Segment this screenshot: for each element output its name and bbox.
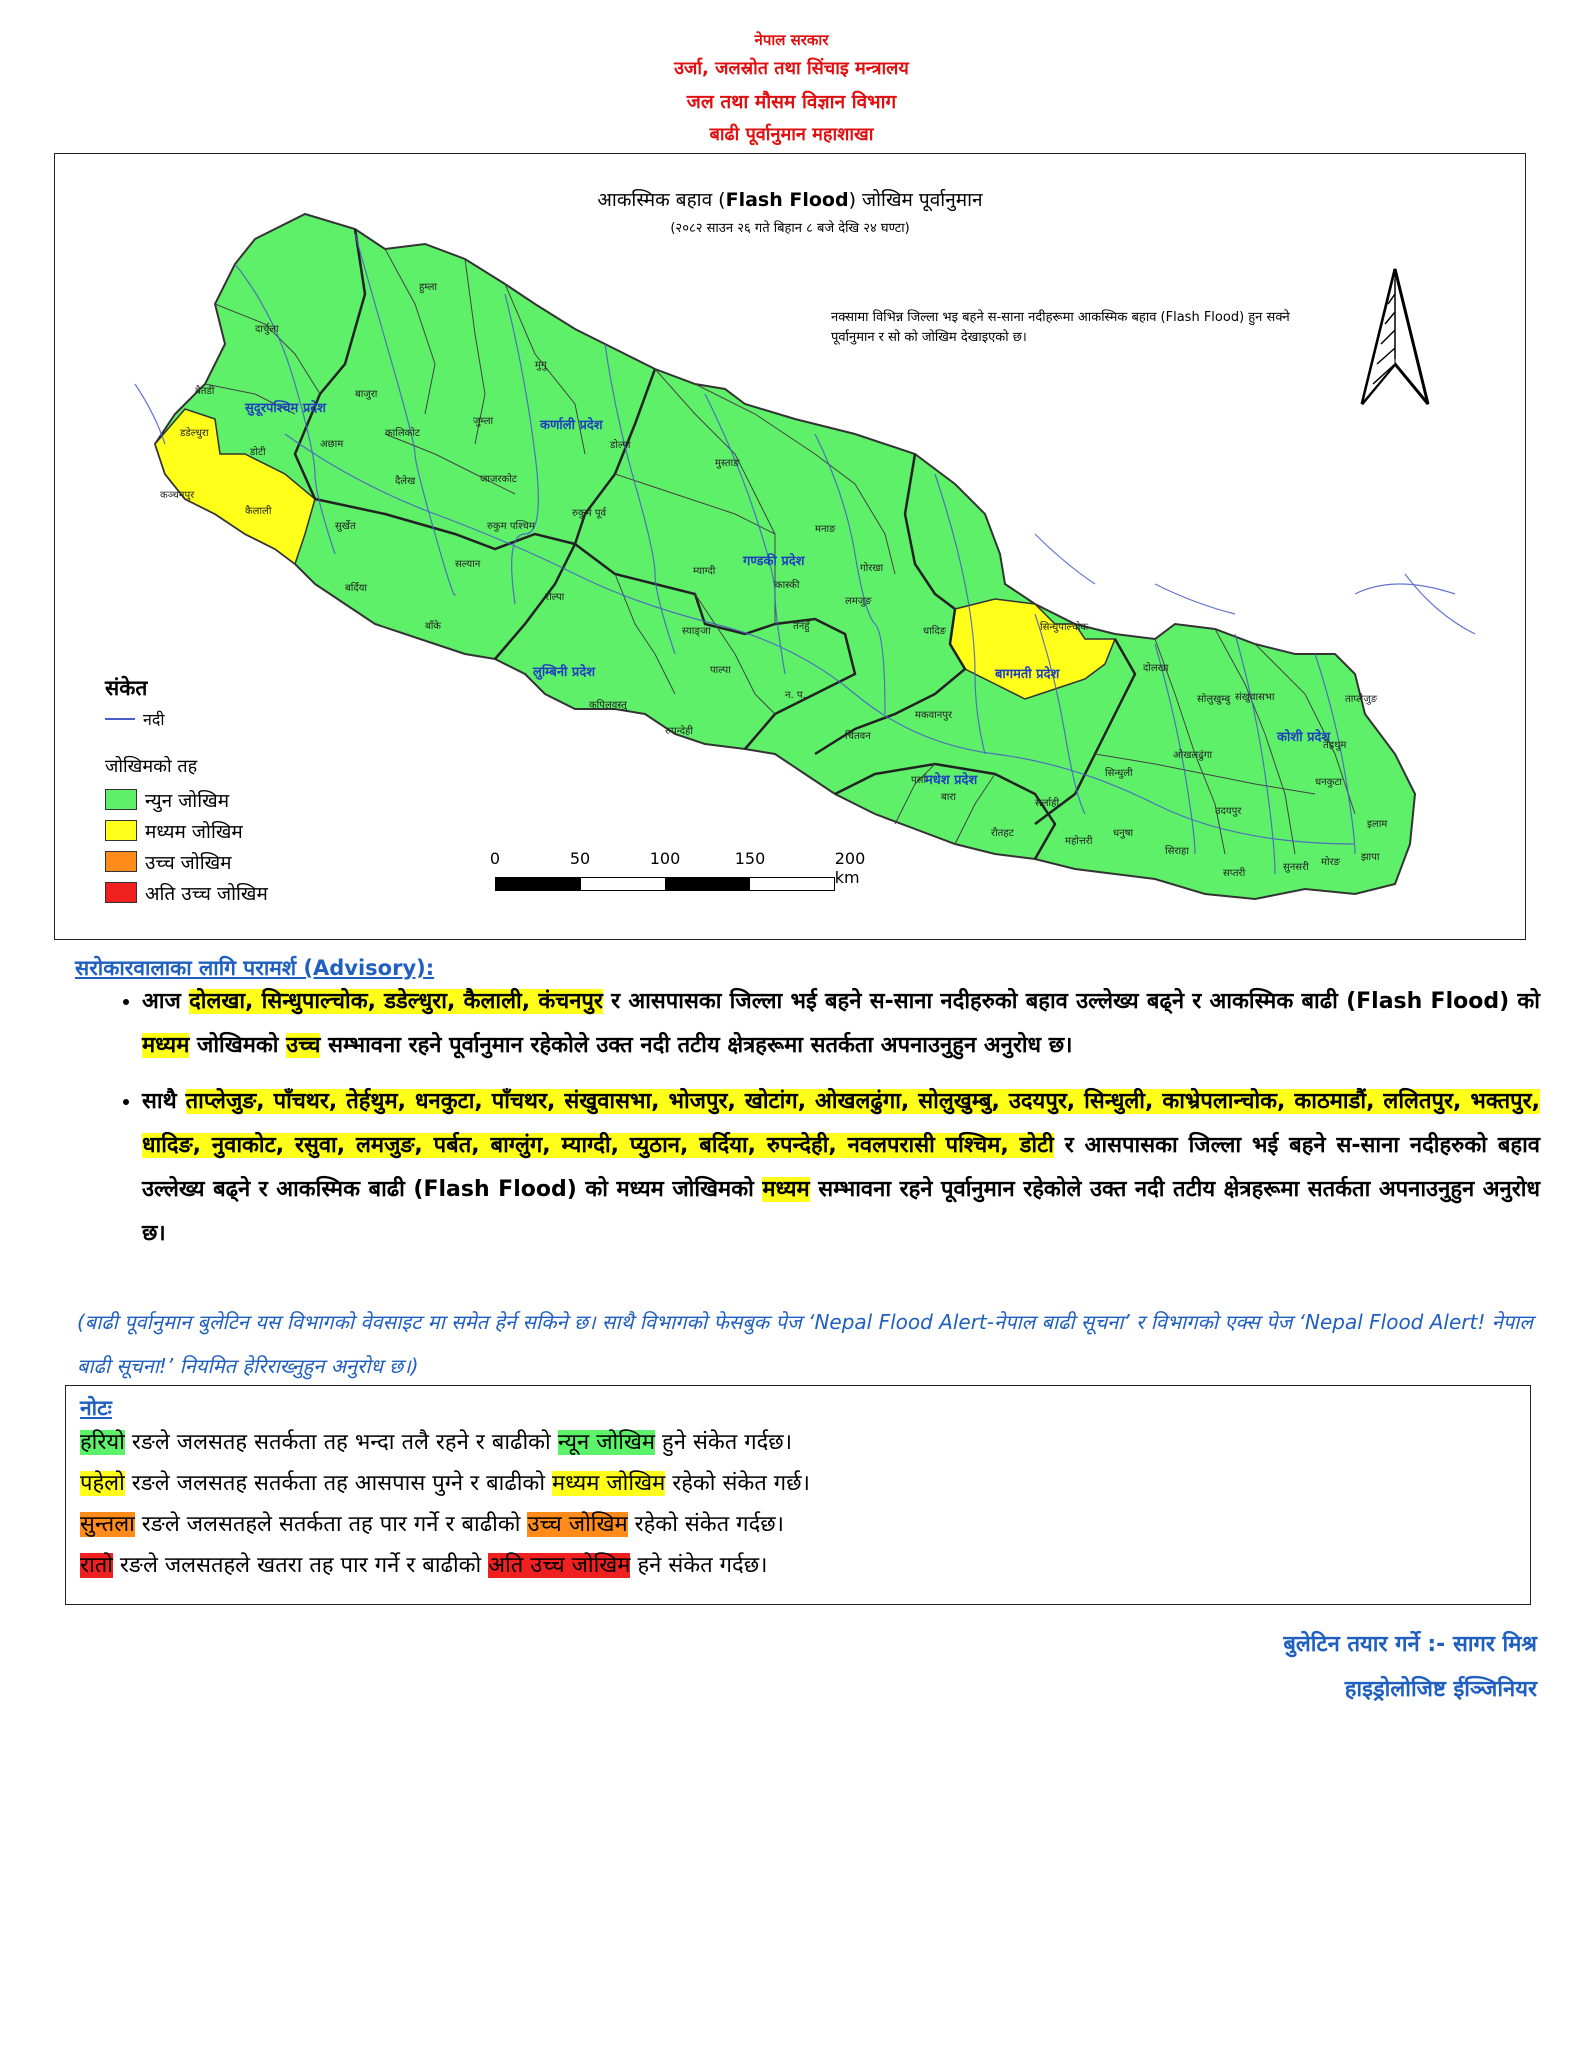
scale-bar-graphic [495,877,835,891]
district-label: हुम्ला [419,282,437,293]
district-label: रुकुम पूर्व [572,508,607,519]
scale-tick: 200 km [834,849,866,887]
district-label: चितवन [845,731,871,742]
district-label: मोरङ [1321,857,1341,868]
district-label: तेह्रथुम [1323,740,1347,751]
district-label: रौतहट [991,828,1014,839]
legend-item-low: न्युन जोखिम [105,784,268,815]
district-label: धनकुटा [1315,777,1343,788]
district-label: सोलुखुम्बु [1197,694,1231,705]
district-label: सिन्धुली [1105,768,1133,779]
district-label: रोल्पा [545,592,565,603]
province-label-lumbini: लुम्बिनी प्रदेश [533,665,596,680]
district-label: मकवानपुर [915,710,953,721]
header-line-gov: नेपाल सरकार [754,31,829,49]
map-subtitle: (२०८२ साउन २६ गते बिहान ८ बजे देखि २४ घण्टा) [670,221,910,236]
swatch-low [105,789,137,810]
legend-item-very-high: अति उच्च जोखिम [105,877,268,908]
district-label: मनाङ [815,524,836,535]
district-label: लमजुङ [845,596,872,607]
swatch-very-high [105,882,137,903]
district-label: सिराहा [1165,846,1189,857]
note-line-orange: सुन्तला रङले जलसतहले सतर्कता तह पार गर्ने र बाढीको उच्च जोखिम रहेको संकेत गर्दछ। [80,1512,785,1537]
district-label: म्याग्दी [693,566,716,577]
note-line-yellow: पहेलो रङले जलसतह सतर्कता तह आसपास पुग्ने र बाढीको मध्यम जोखिम रहेको संकेत गर्छ। [80,1471,810,1496]
district-label: पाल्पा [710,665,731,676]
map-legend [105,674,268,908]
district-label: कञ्चनपुर [160,490,195,501]
scale-tick: 100 [649,849,681,868]
advisory-bullet-1: • आज दोलखा, सिन्धुपाल्चोक, डडेल्धुरा, कैलाली, कंचनपुर र आसपासका जिल्ला भई बहने स-साना नदीहरुको बहाव उल्लेख्य बढ्ने र आकस्मिक बाढी (Flash Flood) को मध्यम जोखिमको उच्च सम्भावना रहने पूर्वानुमान रहेकोले उक्त नदी तटीय क्षेत्रहरूमा सतर्कता अपनाउनुहुन अनुरोध छ। [142,980,1540,1068]
district-label: सल्यान [455,559,481,570]
map-description: नक्सामा विभिन्न जिल्ला भइ बहने स-साना नदीहरूमा आकस्मिक बहाव (Flash Flood) हुन सक्ने पूर्वानुमान र सो को जोखिम देखाइएको छ। [831,310,1290,345]
district-label: मुस्ताङ [715,458,740,469]
note-title: नोटः [80,1396,112,1420]
district-label: पर्सा [911,775,927,786]
advisory-bullet-2: • साथै ताप्लेजुङ, पाँचथर, तेर्हथुम, धनकुटा, पाँचथर, संखुवासभा, भोजपुर, खोटांग, ओखलढुंगा, सोलुखुम्बु, उदयपुर, सिन्धुली, काभ्रेपलान्चोक, काठमाडौं, ललितपुर, भक्तपुर, धादिङ, नुवाकोट, रसुवा, लमजुङ, पर्बत, बाग्लुंग, म्याग्दी, प्युठान, बर्दिया, रुपन्देही, नवलपरासी पश्चिम, डोटी र आसपासका जिल्ला भई बहने स-साना नदीहरुको बहाव उल्लेख्य बढ्ने र आकस्मिक बाढी (Flash Flood) को मध्यम जोखिमको मध्यम सम्भावना रहने पूर्वानुमान रहेकोले उक्त नदी तटीय क्षेत्रहरूमा सतर्कता अपनाउनुहुन अनुरोध छ। [142,1080,1540,1256]
advisory-heading: सरोकारवालाका लागि परामर्श (Advisory): [75,956,435,980]
district-label: संखुवासभा [1235,692,1275,703]
header-line-ministry: उर्जा, जलस्रोत तथा सिंचाइ मन्त्रालय [674,58,909,79]
district-label: बाँके [425,621,441,632]
district-label: सुर्खेत [335,521,356,532]
district-label: बाजुरा [355,389,378,400]
map-frame [54,153,1526,940]
district-label: कास्की [775,580,800,591]
district-label: बर्दिया [345,583,367,594]
district-label: स्याङ्जा [682,626,711,637]
scale-tick: 0 [489,849,501,868]
district-label: जाजरकोट [480,474,517,485]
province-label-gandaki: गण्डकी प्रदेश [743,554,805,569]
district-label: सिन्धुपाल्चोक [1040,622,1089,633]
header-line-division: बाढी पूर्वानुमान महाशाखा [709,124,874,145]
district-label: कैलाली [245,506,272,517]
district-label: धादिङ [923,626,947,637]
province-label-koshi: कोशी प्रदेश [1277,730,1331,745]
advisory-list [110,980,1540,1256]
district-label: उदयपुर [1215,806,1242,817]
district-label: अछाम [320,439,344,450]
header-line-department: जल तथा मौसम विज्ञान विभाग [686,91,897,113]
district-label: दैलेख [395,476,416,487]
color-note-box [65,1385,1531,1605]
swatch-medium [105,820,137,841]
district-label: इलाम [1367,819,1388,830]
district-label: कालिकोट [385,428,420,439]
legend-title: संकेत [105,676,148,700]
district-label: दार्चुला [255,324,279,335]
province-label-madhesh: मधेश प्रदेश [925,773,978,788]
district-label: ताप्लेजुङ [1345,694,1378,705]
district-label: रुकुम पश्चिम [487,521,535,532]
scale-tick: 150 [734,849,766,868]
note-line-red: रातो रङले जलसतहले खतरा तह पार गर्ने र बाढीको अति उच्च जोखिम हने संकेत गर्दछ। [80,1553,768,1578]
district-label: कपिलवस्तु [589,700,627,711]
district-label: सुनसरी [1283,862,1309,873]
legend-level-title: जोखिमको तह [105,756,198,777]
district-label: सप्तरी [1223,868,1246,879]
district-label: तनहुँ [793,621,810,632]
north-arrow-icon [1362,269,1428,404]
district-label: ओखलढुंगा [1173,750,1213,761]
district-label: दोलखा [1143,663,1169,674]
district-label: जुम्ला [473,416,494,427]
scale-bar [489,849,866,891]
bulletin-note: (बाढी पूर्वानुमान बुलेटिन यस विभागको वेवसाइट मा समेत हेर्न सकिने छ। साथै विभागको फेसबुक पेज ‘Nepal Flood Alert-नेपाल बाढी सूचना’ र विभागको एक्स पेज ‘Nepal Flood Alert! नेपाल बाढी सूचना!’ नियमित हेरिराख्नुहुन अनुरोध छ।) [77,1310,1533,1378]
district-label: मुगु [535,360,547,371]
prepared-by-title: हाइड्रोलोजिष्ट ईञ्जिनियर [1344,1677,1537,1702]
district-label: न. प. [785,690,806,701]
nepal-map [55,154,1527,941]
district-label: झापा [1361,852,1380,863]
province-label-sudurpaschim: सुदूरपश्चिम प्रदेश [245,401,326,416]
district-label: रुपन्देही [665,726,693,737]
scale-tick: 50 [569,849,591,868]
district-label: धनुषा [1113,828,1134,839]
legend-item-medium: मध्यम जोखिम [105,815,268,846]
province-label-karnali: कर्णाली प्रदेश [540,418,603,433]
district-label: डोटी [250,447,266,458]
province-label-bagmati: बागमती प्रदेश [995,667,1060,682]
note-line-green: हरियो रङले जलसतह सतर्कता तह भन्दा तलै रहने र बाढीको न्यून जोखिम हुने संकेत गर्दछ। [80,1430,793,1455]
district-label: बारा [941,792,956,803]
district-label: डोल्पा [610,440,631,451]
legend-river: नदी [105,708,268,730]
legend-item-high: उच्च जोखिम [105,846,268,877]
river-line-icon [105,718,135,720]
district-label: महोत्तरी [1065,836,1093,847]
map-title: आकस्मिक बहाव (Flash Flood) जोखिम पूर्वानुमान [597,189,983,211]
district-label: सर्लाही [1035,798,1060,809]
district-label: गोरखा [860,563,884,574]
district-label: डडेल्धुरा [180,428,209,439]
district-label: बैतडी [195,386,215,397]
prepared-by: बुलेटिन तयार गर्ने :- सागर मिश्र [1283,1632,1537,1657]
swatch-high [105,851,137,872]
